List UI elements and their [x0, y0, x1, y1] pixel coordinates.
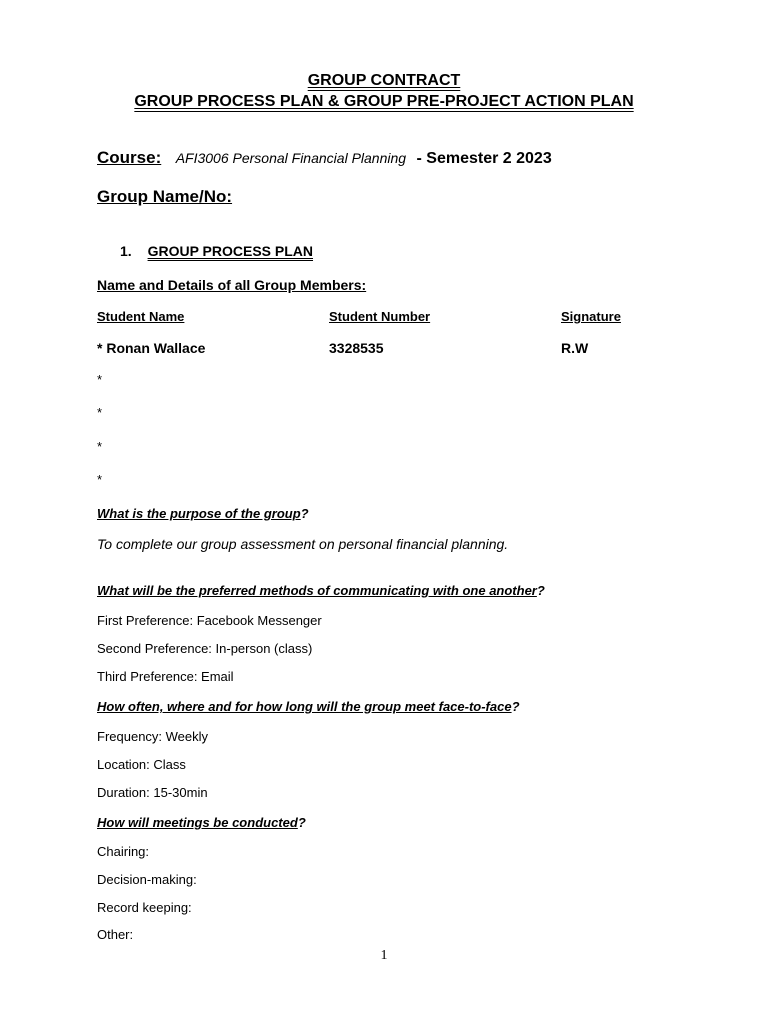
course-line — [97, 148, 552, 168]
answer-communication-first: First Preference: Facebook Messenger — [97, 613, 322, 628]
section-title: GROUP PROCESS PLAN — [147, 243, 314, 259]
column-header-signature: Signature — [561, 309, 621, 324]
answer-decision-making: Decision-making: — [97, 872, 197, 887]
answer-communication-third: Third Preference: Email — [97, 669, 234, 684]
column-header-student-name: Student Name — [97, 309, 185, 324]
member-signature: R.W — [561, 340, 589, 356]
member-name: * — [97, 405, 103, 420]
answer-frequency: Frequency: Weekly — [97, 729, 209, 744]
question-communication: What will be the preferred methods of communicating with one another? — [97, 583, 545, 598]
section-number: 1. — [120, 243, 132, 259]
course-semester: - Semester 2 2023 — [416, 150, 552, 167]
answer-location: Location: Class — [97, 757, 186, 772]
course-label: Course: — [97, 148, 162, 167]
course-name: AFI3006 Personal Financial Planning — [175, 150, 407, 166]
column-header-student-number: Student Number — [329, 309, 431, 324]
answer-duration: Duration: 15-30min — [97, 785, 208, 800]
member-name: * — [97, 372, 103, 387]
member-name: * — [97, 439, 103, 454]
answer-communication-second: Second Preference: In-person (class) — [97, 641, 313, 656]
member-name: * Ronan Wallace — [97, 340, 206, 356]
member-number: 3328535 — [329, 340, 384, 356]
answer-chairing: Chairing: — [97, 844, 150, 859]
section-heading — [120, 243, 313, 259]
question-purpose: What is the purpose of the group? — [97, 506, 309, 521]
answer-other: Other: — [97, 927, 134, 942]
document-subtitle: GROUP PROCESS PLAN & GROUP PRE-PROJECT ACTION PLAN — [134, 93, 634, 110]
answer-record-keeping: Record keeping: — [97, 900, 192, 915]
question-meeting-conduct: How will meetings be conducted? — [97, 815, 306, 830]
answer-purpose: To complete our group assessment on personal financial planning. — [97, 536, 509, 552]
document-title: GROUP CONTRACT — [307, 72, 461, 89]
group-name-label: Group Name/No: — [97, 187, 233, 206]
page-number: 1 — [380, 948, 388, 963]
member-name: * — [97, 472, 103, 487]
members-heading: Name and Details of all Group Members: — [97, 277, 367, 293]
question-meetings-face-to-face: How often, where and for how long will the group meet face-to-face? — [97, 699, 520, 714]
